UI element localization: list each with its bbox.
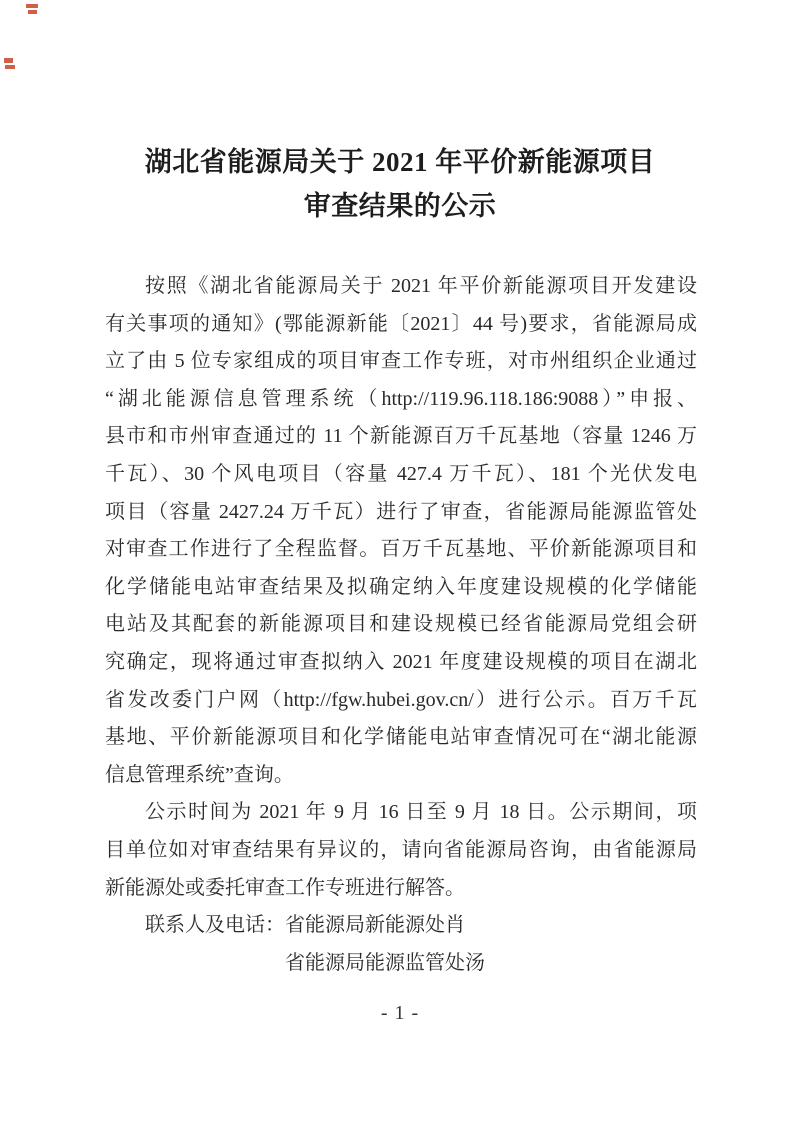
contact-line: 联系人及电话：省能源局新能源处肖 <box>145 914 465 937</box>
body-line: 立了由 5 位专家组成的项目审查工作专班，对市州组织企业通过 <box>105 350 697 373</box>
page-number: - 1 - <box>380 1002 420 1024</box>
document-body <box>105 268 697 982</box>
document-title-line-2: 审查结果的公示 <box>303 191 497 221</box>
document-title <box>0 140 800 228</box>
red-stamp-fragment-icon <box>28 10 37 14</box>
contact-line: 省能源局能源监管处汤 <box>285 951 485 974</box>
red-stamp-fragment-icon <box>26 4 38 8</box>
body-line: 项目（容量 2427.24 万千瓦）进行了审查，省能源局能源监管处 <box>105 500 697 523</box>
body-line: 目单位如对审查结果有异议的，请向省能源局咨询，由省能源局 <box>105 838 697 861</box>
red-stamp-fragment-icon <box>26 3 39 15</box>
body-line: 有关事项的通知》(鄂能源新能〔2021〕44 号)要求，省能源局成 <box>105 312 697 335</box>
body-line: 县市和市州审查通过的 11 个新能源百万千瓦基地（容量 1246 万 <box>105 425 697 448</box>
body-line: 省发改委门户网（http://fgw.hubei.gov.cn/）进行公示。百万千瓦 <box>105 688 697 711</box>
body-line: 信息管理系统”查询。 <box>105 763 294 786</box>
body-line: 公示时间为 2021 年 9 月 16 日至 9 月 18 日。公示期间，项 <box>145 801 697 824</box>
body-line: 新能源处或委托审查工作专班进行解答。 <box>105 876 465 899</box>
body-line: 究确定，现将通过审查拟纳入 2021 年度建设规模的项目在湖北 <box>105 650 697 673</box>
red-stamp-fragment-icon <box>4 58 15 70</box>
body-line: 对审查工作进行了全程监督。百万千瓦基地、平价新能源项目和 <box>105 538 697 561</box>
body-line: 基地、平价新能源项目和化学储能电站审查情况可在“湖北能源 <box>105 726 697 749</box>
body-line: 化学储能电站审查结果及拟确定纳入年度建设规模的化学储能 <box>105 575 697 598</box>
body-line: 千瓦）、30 个风电项目（容量 427.4 万千瓦）、181 个光伏发电 <box>105 462 697 485</box>
document-title-line-1: 湖北省能源局关于 2021 年平价新能源项目 <box>144 147 656 177</box>
red-stamp-fragment-icon <box>4 58 13 63</box>
body-line: 电站及其配套的新能源项目和建设规模已经省能源局党组会研 <box>105 613 697 636</box>
body-line: 按照《湖北省能源局关于 2021 年平价新能源项目开发建设 <box>145 275 697 297</box>
body-line: “湖北能源信息管理系统（http://119.96.118.186:9088）”申报、 <box>105 387 697 410</box>
red-stamp-fragment-icon <box>5 65 15 69</box>
